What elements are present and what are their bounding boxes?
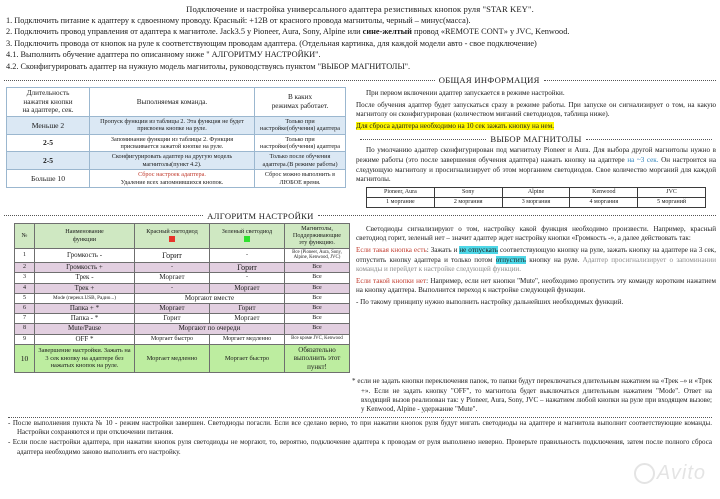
algorithm-paragraph-button-exists (356, 246, 716, 275)
cell-command: Запоминание функции из таблицы 2. Функция присваивается зажатой кнопке на руле. (90, 134, 255, 152)
cell-number: 1 (15, 248, 35, 263)
cell-green-led: Горит (210, 304, 285, 314)
cell-radios: Все кроме JVC, Kenwood (285, 334, 350, 344)
cell-number: 9 (15, 334, 35, 344)
cell-red-led: Горит (135, 314, 210, 324)
bottom-note: - Если после настройки адаптера, при нажатии кнопок руля светодиоды не моргают, то, вероятно, подключение адаптера к проводам от руля выполнено неверно. Проверьте правильность подключения, затем после полного сброса адаптера необходимо заново выполнить его настройку. (8, 437, 712, 456)
cell-radios: Все (285, 263, 350, 273)
cell-duration: 2-5 (7, 134, 90, 152)
watermark-label: Avito (656, 462, 706, 484)
cell-mode: Только при настройке(обучения) адаптера (255, 134, 346, 152)
step-item: 1. Подключить питание к адаптеру к сдвоенному проводу. Красный: +12В от красного провода магнитолы, черный – минус(масса). (6, 16, 471, 25)
algorithm-table-column (0, 223, 352, 373)
cell-red-led: - (135, 283, 210, 293)
general-info-band (0, 87, 720, 208)
th-red-led: Красный светодиод (135, 223, 210, 248)
radio-blink-table (366, 187, 706, 208)
cell-radios: Все (285, 314, 350, 324)
cell-radios: Все (285, 293, 350, 303)
cell-number: 10 (15, 344, 35, 372)
th-radios: Магнитолы, Поддерживающие эту функцию. (285, 223, 350, 248)
green-chip (244, 236, 250, 242)
divider-line (4, 80, 435, 81)
cell-both-leds: Моргают по очереди (135, 324, 285, 334)
table-row (15, 324, 350, 334)
bottom-notes (0, 419, 720, 457)
cell-green-led: Горит (210, 263, 285, 273)
table-row (15, 293, 350, 303)
step-2-text: 2. Подключить провод управления от адаптера к магнитоле. Jack3.5 у Pioneer, Aura, Sony, Alpine или сине-желтый провод «REMOTE CONT» у JVC, Kenwood. (6, 27, 570, 37)
algorithm-text-column (352, 223, 720, 310)
section-heading-algorithm (4, 211, 716, 221)
cell-green-led: Моргает (210, 314, 285, 324)
cell-function: OFF * (35, 334, 135, 344)
watermark-ring-icon (634, 463, 655, 484)
cell-mode: Сброс можно выполнить в ЛЮБОЕ время. (255, 170, 346, 188)
cell-blinks: 3 моргания (502, 197, 570, 207)
table-row (367, 197, 706, 207)
cell-command-sub: Удаление всех запомнившихся кнопок. (120, 178, 224, 186)
section-heading-radio-choice (360, 134, 712, 144)
lead-if-button-exists: Если такая кнопка есть (356, 245, 427, 254)
table-header-row (367, 187, 706, 197)
th-command: Выполняемая команда. (90, 88, 255, 117)
th-mode: В каких режимах работает. (255, 88, 346, 117)
text-no-button: : Например, если нет кнопки "Mute", необходимо пропустить эту команду коротким нажатием на кнопку адаптера. Выполнится переход к настройке следующей функции. (356, 276, 716, 295)
cell-brand: Alpine (502, 187, 570, 197)
algorithm-paragraph-no-button (356, 277, 716, 296)
table-row (15, 334, 350, 344)
info-paragraph-1: При первом включении адаптер запускается в режиме настройки. (366, 89, 565, 98)
text-a: : Зажать и (426, 245, 460, 254)
table-row (15, 263, 350, 273)
cell-blinks: 4 моргания (570, 197, 638, 207)
page-title: Подключение и настройка универсального адаптера резистивных кнопок руля "STAR KEY". (186, 4, 534, 14)
cell-number: 6 (15, 304, 35, 314)
text-b: соответствующую кнопку на руле, зажать кнопку на адаптере на 3 сек, отпустить кнопку адаптера и только потом (356, 245, 716, 264)
table-header-row (7, 88, 346, 117)
cell-red-led: Горит (135, 248, 210, 263)
cell-duration: 2-5 (7, 152, 90, 170)
cell-function: Папка + * (35, 304, 135, 314)
cell-mode: Только при настройке(обучения) адаптера (255, 116, 346, 134)
section-heading-general-info (4, 75, 716, 85)
cell-green-led: - (210, 273, 285, 283)
green-led-icon (211, 236, 283, 243)
bottom-note: - После выполнения пункта № 10 - режим настройки завершен. Светодиоды погасли. Если все сделано верно, то при нажатии кнопок руля будут мигать светодиоды на адаптере и магнитола выполнит соответствующие команды. Настройки сохраняются и при отключении питания. (8, 418, 712, 437)
cell-command-reset: Сброс настроек адаптера. (138, 171, 206, 179)
cell-red-led: Моргает (135, 304, 210, 314)
cell-radios: Все (Pioneer, Aura, Sony, Alpine, Kenwood, JVC) (285, 248, 350, 263)
cell-number: 5 (15, 293, 35, 303)
cell-brand: JVC (638, 187, 706, 197)
cell-command: Сконфигурировать адаптер на другую модель магнитолы(пункт 4.2). (90, 152, 255, 170)
th-duration: Длительность нажатия кнопки на адаптере, сек. (7, 88, 90, 117)
cell-function: Mode (перекл.USB, Радио...) (35, 293, 135, 303)
cell-brand: Kenwood (570, 187, 638, 197)
duration-table-column (0, 87, 352, 188)
cell-brand: Pioneer, Aura (367, 187, 435, 197)
cell-radios: Все (285, 283, 350, 293)
step-item: 4.1. Выполнить обучение адаптера по описанному ниже " АЛГОРИТМУ НАСТРОЙКИ". (6, 50, 321, 60)
th-function: Наименование функции (35, 223, 135, 248)
red-led-icon (136, 236, 208, 243)
reset-highlight: Для сброса адаптера необходимо на 10 сек зажать кнопку на нем. (356, 121, 554, 130)
cell-green-led: Моргает (210, 283, 285, 293)
cell-duration: Меньше 2 (7, 116, 90, 134)
table-row (7, 152, 346, 170)
step-item: 3. Подключить провода от кнопок на руле к соответствующим проводам адаптера. (Отдельная картинка, для каждой модели авто - свое подключение) (6, 38, 537, 48)
divider-line (4, 215, 203, 216)
avito-watermark (634, 462, 706, 485)
step-item (6, 26, 714, 37)
highlight-do-not-release: не отпускать (459, 245, 498, 254)
th-number: № (15, 223, 35, 248)
algorithm-paragraph-1: Светодиоды сигнализируют о том, настройку какой функция необходимо произвести. Например, красный светодиод горит, зеленый нет – значит адаптер ждет настройку кнопки «Громкость -», а далее действовать так: (356, 224, 716, 243)
footnotes (344, 377, 720, 415)
cell-function: Трек - (35, 273, 135, 283)
table-row (15, 304, 350, 314)
table-row (15, 283, 350, 293)
algorithm-table (14, 223, 350, 373)
lead-if-no-button: Если такой кнопки нет (356, 276, 427, 285)
cell-function: Папка - * (35, 314, 135, 324)
cell-blinks: 1 моргание (367, 197, 435, 207)
cell-number: 3 (15, 273, 35, 283)
cell-number: 7 (15, 314, 35, 324)
footnote-asterisk: * если не задать кнопки переключения папок, то папки будут переключаться длительным нажатием на «Трек –» и «Трек +». Если не задать кнопку "OFF", то магнитола будет выключаться длительным нажатием "Mode". Ответ на входящий вызов реализован так: у Pioneer, Aura, Sony, JVC – нажатием любой кнопки на руле при входящем вызове; у Kenwood, Alpine - удержание "Mute". (352, 377, 712, 414)
divider-line (586, 139, 712, 140)
cell-both-leds: Моргают вместе (135, 293, 285, 303)
highlight-release: отпустить (495, 255, 526, 264)
table-row (15, 248, 350, 263)
cell-command: Пропуск функции из таблицы 2. Эта функция не будет присвоена кнопке на руле. (90, 116, 255, 134)
cell-function: Mute/Pause (35, 324, 135, 334)
cell-brand: Sony (434, 187, 502, 197)
cell-green-led: Моргает медленно (210, 334, 285, 344)
cell-mode: Только после обучения адаптера.(В режиме работы) (255, 152, 346, 170)
bottom-divider (8, 417, 712, 418)
section-label: АЛГОРИТМ НАСТРОЙКИ (207, 210, 314, 221)
radio-teal-fragment: на ~3 сек. (627, 156, 659, 164)
table-row (7, 134, 346, 152)
table-row (15, 273, 350, 283)
table-row (15, 344, 350, 372)
text-c: кнопку на руле. (525, 255, 583, 264)
general-info-text-column (352, 87, 720, 208)
section-label: ВЫБОР МАГНИТОЛЫ (490, 134, 582, 145)
cell-radios: Все (285, 273, 350, 283)
cell-function: Трек + (35, 283, 135, 293)
step-item: 4.2. Сконфигурировать адаптер на нужную модель магнитолы, руководствуясь пунктом "ВЫБОР МАГНИТОЛЫ". (6, 61, 411, 71)
red-chip (169, 236, 175, 242)
cell-radios: Все (285, 304, 350, 314)
cell-red-led: Моргает (135, 273, 210, 283)
divider-line (360, 139, 486, 140)
cell-radios: Все (285, 324, 350, 334)
divider-line (318, 215, 716, 216)
step-2-bold: сине-желтый (362, 27, 412, 37)
cell-number: 8 (15, 324, 35, 334)
cell-duration: Больше 10 (7, 170, 90, 188)
cell-radios: Обязательно выполнить этот пункт! (285, 344, 350, 372)
cell-function: Завершение настройки. Зажать на 3 сек кнопку на адаптере без нажатых кнопок на руле. (35, 344, 135, 372)
divider-line (544, 80, 716, 81)
cell-red-led: Моргает медленно (135, 344, 210, 372)
cell-function: Громкость + (35, 263, 135, 273)
cell-command (90, 170, 255, 188)
text-gray-note: Адаптер просигнализирует о запоминании команды и перейдет к настройке следующей функции. (356, 255, 716, 274)
cell-number: 4 (15, 283, 35, 293)
th-green-led: Зеленый светодиод (210, 223, 285, 248)
table-row (15, 314, 350, 324)
cell-red-led: - (135, 263, 210, 273)
cell-blinks: 2 моргания (434, 197, 502, 207)
cell-number: 2 (15, 263, 35, 273)
cell-blinks: 5 морганий (638, 197, 706, 207)
info-paragraph-highlight (356, 122, 716, 132)
algorithm-band (0, 223, 720, 373)
duration-table (6, 87, 346, 188)
info-paragraph-2: После обучения адаптер будет запускаться сразу в режиме работы. При запуске он сигнализирует о том, на какую магнитолу он сконфигурирован (количеством миганий светодиодов, таблица ниже). (356, 100, 716, 119)
section-label: ОБЩАЯ ИНФОРМАЦИЯ (438, 75, 540, 86)
cell-green-led: - (210, 248, 285, 263)
table-row (7, 170, 346, 188)
algorithm-paragraph-principle: - По такому принципу нужно выполнить настройку дальнейших необходимых функций. (356, 297, 624, 306)
table-row (7, 116, 346, 134)
cell-red-led: Моргает быстро (135, 334, 210, 344)
radio-paragraph: По умолчанию адаптер сконфигурирован под магнитолу Pioneer и Aura. Для выбора другой магнитолы нужно в режиме работы (это после завершения обучения адаптера) нажать кнопку на адаптере на ~3 сек. Он настроится на следующую магнитолу и просигнализирует об этом морганием светодиодов. Свое количество морганий для каждой магнитолы. (356, 146, 717, 184)
connection-steps (0, 14, 720, 72)
cell-green-led: Моргает быстро (210, 344, 285, 372)
cell-function: Громкость - (35, 248, 135, 263)
table-header-row (15, 223, 350, 248)
